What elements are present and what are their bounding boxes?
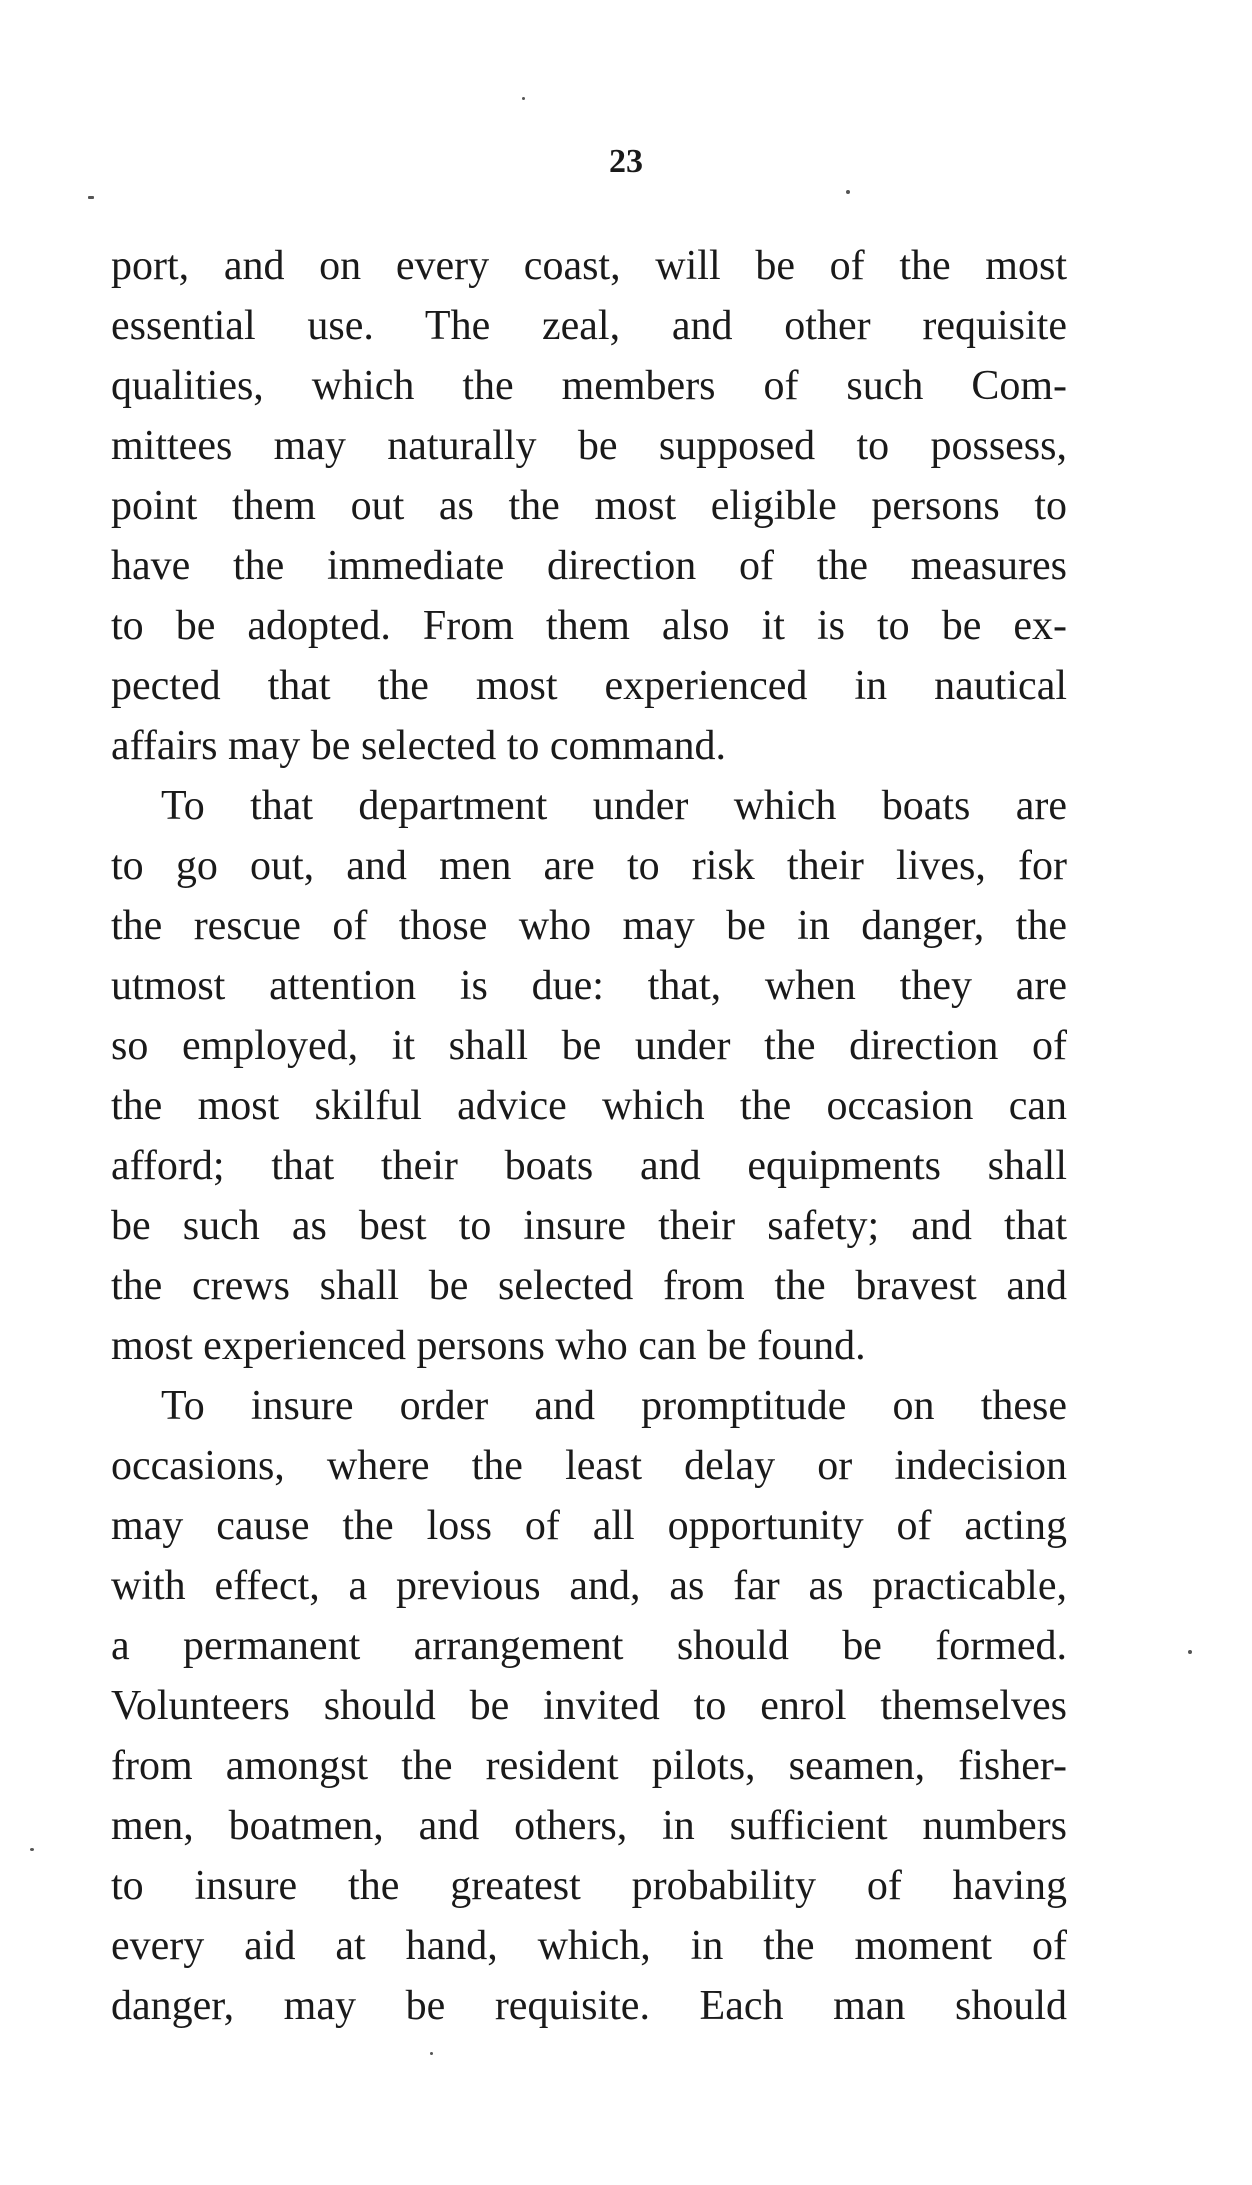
scan-speck: [846, 190, 850, 194]
text-line: port, and on every coast, will be of the most: [111, 243, 1067, 289]
text-line: To that department under which boats are: [161, 783, 1067, 829]
text-line: to insure the greatest probability of having: [111, 1863, 1067, 1909]
text-line: To insure order and promptitude on these: [161, 1383, 1067, 1429]
text-line: Volunteers should be invited to enrol themselves: [111, 1683, 1067, 1729]
paragraph-1: [111, 236, 1067, 776]
paragraph-2: [111, 776, 1067, 1376]
text-line: to be adopted. From them also it is to be ex-: [111, 603, 1067, 649]
text-line: every aid at hand, which, in the moment of: [111, 1923, 1067, 1969]
text-line: utmost attention is due: that, when they are: [111, 963, 1067, 1009]
page-number: 23: [609, 143, 643, 180]
text-line: the crews shall be selected from the bravest and: [111, 1263, 1067, 1309]
text-line: afford; that their boats and equipments shall: [111, 1143, 1067, 1189]
text-line: mittees may naturally be supposed to possess,: [111, 423, 1067, 469]
text-line: to go out, and men are to risk their lives, for: [111, 843, 1067, 889]
text-line: essential use. The zeal, and other requisite: [111, 303, 1067, 349]
scan-speck: [430, 2052, 433, 2055]
paragraph-3: [111, 1376, 1067, 2036]
text-line: pected that the most experienced in nautical: [111, 663, 1067, 709]
text-line: so employed, it shall be under the direction of: [111, 1023, 1067, 1069]
text-line: occasions, where the least delay or indecision: [111, 1443, 1067, 1489]
text-line: point them out as the most eligible persons to: [111, 483, 1067, 529]
scan-speck: [522, 97, 525, 100]
text-line: most experienced persons who can be found.: [111, 1323, 866, 1369]
text-line: may cause the loss of all opportunity of acting: [111, 1503, 1067, 1549]
text-line: have the immediate direction of the measures: [111, 543, 1067, 589]
text-line: the most skilful advice which the occasion can: [111, 1083, 1067, 1129]
scan-speck: [30, 1848, 34, 1851]
text-line: from amongst the resident pilots, seamen, fisher-: [111, 1743, 1067, 1789]
text-line: be such as best to insure their safety; and that: [111, 1203, 1067, 1249]
text-line: danger, may be requisite. Each man should: [111, 1983, 1067, 2029]
text-line: a permanent arrangement should be formed.: [111, 1623, 1067, 1669]
text-line: men, boatmen, and others, in sufficient numbers: [111, 1803, 1067, 1849]
text-line: qualities, which the members of such Com-: [111, 363, 1067, 409]
text-line: the rescue of those who may be in danger, the: [111, 903, 1067, 949]
text-line: with effect, a previous and, as far as practicable,: [111, 1563, 1067, 1609]
scan-speck: [88, 196, 94, 199]
text-line: affairs may be selected to command.: [111, 723, 726, 769]
scan-speck: [1188, 1650, 1192, 1654]
